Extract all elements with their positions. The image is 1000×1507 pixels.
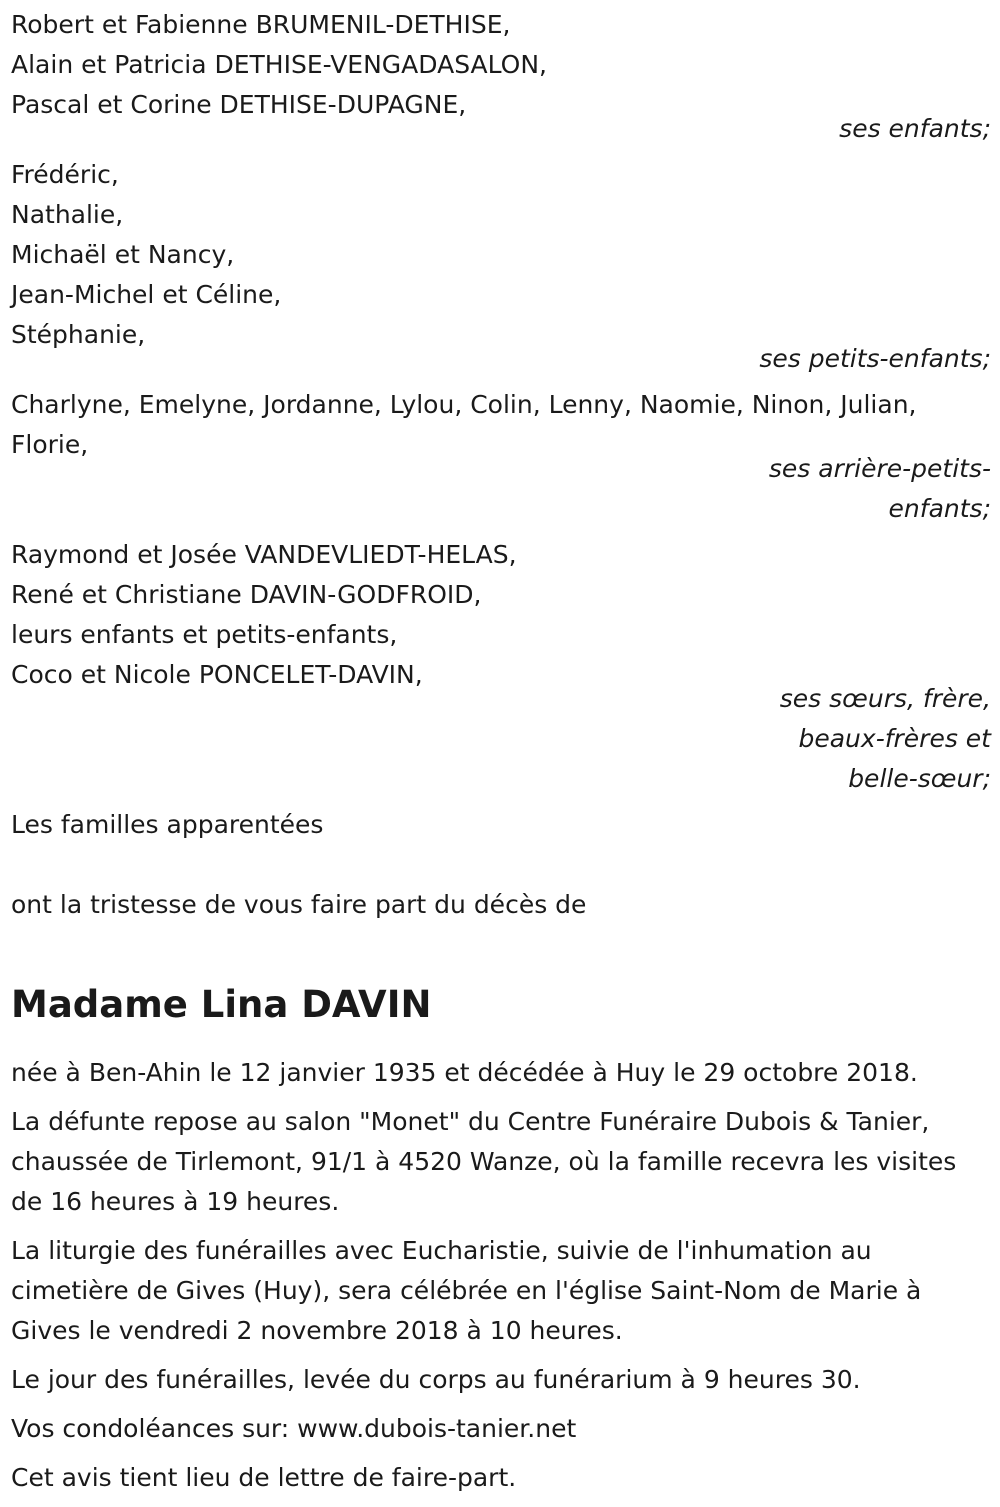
announcement-text: ont la tristesse de vous faire part du décès de: [11, 890, 587, 919]
family-line: Michaël et Nancy,: [11, 240, 235, 269]
family-line: René et Christiane DAVIN-GODFROID,: [11, 580, 482, 609]
deceased-name: Madame Lina DAVIN: [11, 983, 432, 1026]
children-section: [11, 5, 991, 149]
family-line: Stéphanie,: [11, 320, 146, 349]
family-line: Frédéric,: [11, 160, 119, 189]
family-line: Robert et Fabienne BRUMENIL-DETHISE,: [11, 10, 511, 39]
grandchildren-section: [11, 155, 991, 379]
relation-label: belle-sœur;: [848, 764, 991, 793]
relation-label: ses petits-enfants;: [759, 344, 991, 373]
siblings-section: [11, 535, 991, 799]
family-line: Pascal et Corine DETHISE-DUPAGNE,: [11, 90, 467, 119]
family-line: Raymond et Josée VANDEVLIEDT-HELAS,: [11, 540, 517, 569]
relation-label: ses enfants;: [839, 114, 991, 143]
great-grandchildren-section: [11, 385, 991, 529]
notice-paragraph: Cet avis tient lieu de lettre de faire-part.: [11, 1463, 517, 1492]
relation-label: beaux-frères et: [798, 724, 991, 753]
family-line: Florie,: [11, 430, 89, 459]
details-section: [11, 1053, 991, 1498]
birth-death-paragraph: née à Ben-Ahin le 12 janvier 1935 et décédée à Huy le 29 octobre 2018.: [11, 1058, 918, 1087]
visitation-paragraph: La défunte repose au salon "Monet" du Centre Funéraire Dubois & Tanier, chaussée de Tirlemont, 91/1 à 4520 Wanze, où la famille recevra les visites de 16 heures à 19 heures.: [11, 1107, 957, 1216]
family-line: leurs enfants et petits-enfants,: [11, 620, 398, 649]
family-line: Alain et Patricia DETHISE-VENGADASALON,: [11, 50, 547, 79]
condolences-paragraph: Vos condoléances sur: www.dubois-tanier.net: [11, 1414, 577, 1443]
funeral-paragraph: La liturgie des funérailles avec Eucharistie, suivie de l'inhumation au cimetière de Gives (Huy), sera célébrée en l'église Saint-Nom de Marie à Gives le vendredi 2 novembre 2018 à 10 heures.: [11, 1236, 922, 1345]
procession-paragraph: Le jour des funérailles, levée du corps au funérarium à 9 heures 30.: [11, 1365, 861, 1394]
family-line: Charlyne, Emelyne, Jordanne, Lylou, Colin, Lenny, Naomie, Ninon, Julian,: [11, 390, 917, 419]
related-families: Les familles apparentées: [11, 810, 324, 839]
obituary-notice: [11, 5, 991, 1507]
family-line: Nathalie,: [11, 200, 124, 229]
family-line: Jean-Michel et Céline,: [11, 280, 282, 309]
relation-label: ses sœurs, frère,: [779, 684, 991, 713]
relation-label: enfants;: [888, 494, 991, 523]
family-line: Coco et Nicole PONCELET-DAVIN,: [11, 660, 423, 689]
relation-label: ses arrière-petits-: [768, 454, 991, 483]
